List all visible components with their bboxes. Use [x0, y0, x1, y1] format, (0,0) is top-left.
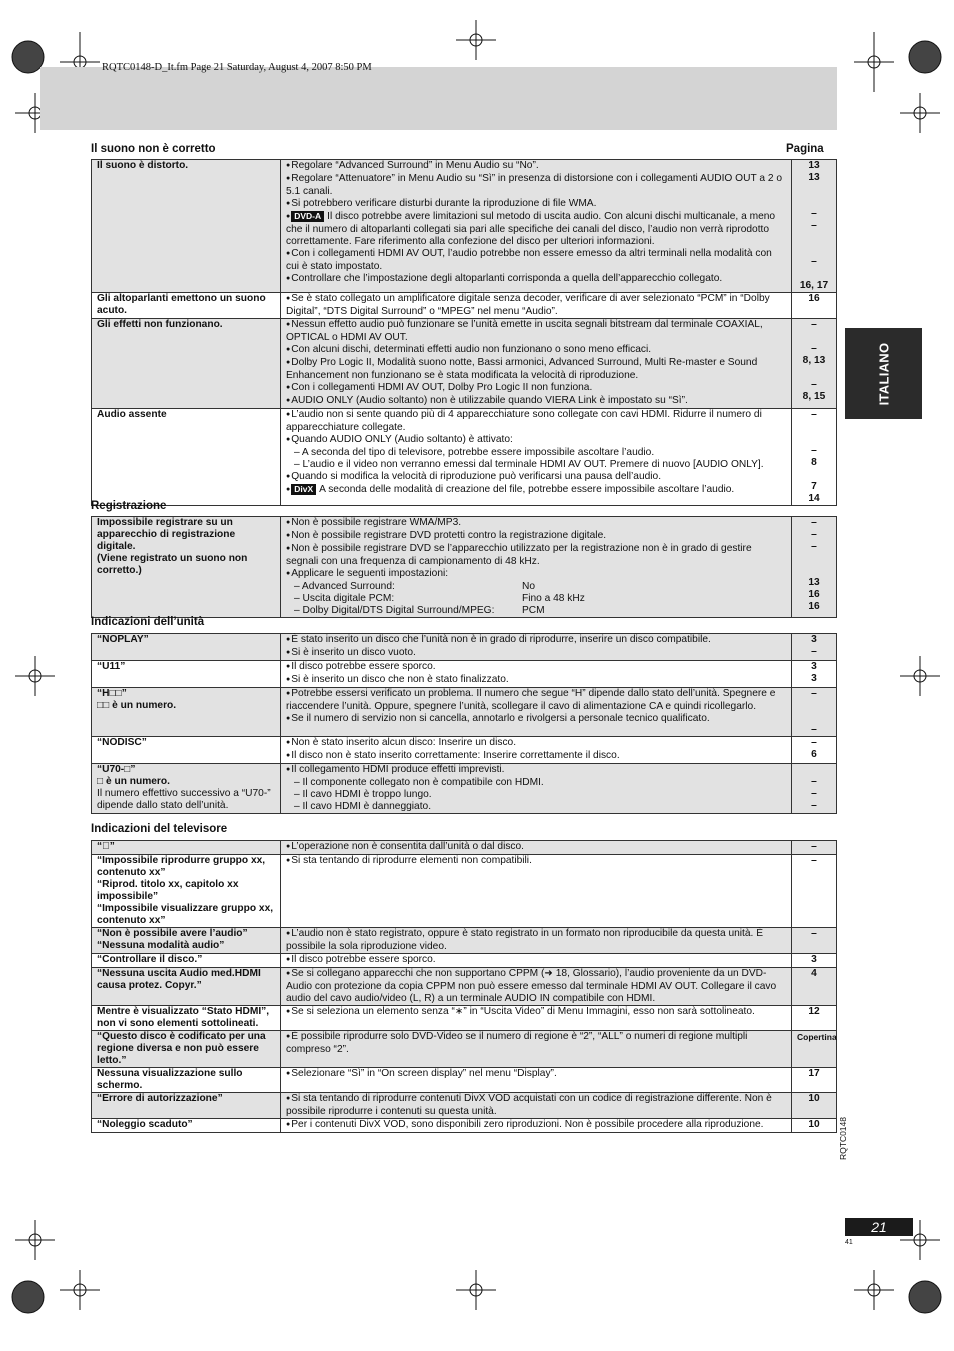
solution-bullet [286, 530, 786, 543]
problem-label [92, 1031, 281, 1068]
table-row [92, 1031, 837, 1068]
problem-label-line: “Nessuna modalità audio” [97, 940, 225, 951]
problem-label [92, 319, 281, 409]
solution-text-line: L’audio non si sente quando più di 4 apparecchiature sono collegate con cavi HDMI. Ridurre il numero di apparecchiature collegate. [286, 409, 762, 433]
page-reference [792, 737, 837, 764]
table-registrazione [91, 516, 837, 618]
disc-type-badge: DivX [291, 484, 316, 495]
page-ref-value: 16 [808, 601, 820, 612]
solution-bullet [286, 954, 786, 967]
page-reference [792, 1068, 837, 1093]
problem-label-line: Il suono è distorto. [97, 160, 189, 171]
page-ref-value: Copertina [797, 1032, 837, 1042]
solution-text-line: L’operazione non è consentita dall’unità o dal disco. [291, 841, 525, 852]
solution-bullet [286, 928, 786, 953]
problem-label-line: □ è un numero. [97, 776, 170, 787]
page-ref-value: – [811, 409, 817, 420]
solution-text [281, 841, 792, 855]
section-title-unita: Indicazioni dell’unità [91, 616, 205, 628]
page-ref-value: 13 [808, 172, 820, 183]
solution-text-line: Applicare le seguenti impostazioni: [291, 568, 449, 579]
problem-label-line: Nessuna visualizzazione sullo schermo. [97, 1068, 243, 1091]
solution-text [281, 160, 792, 293]
page-ref-value: – [811, 776, 817, 787]
table-row [92, 764, 837, 814]
table-televisore [91, 840, 837, 1133]
page-reference [792, 517, 837, 618]
header-band [40, 67, 837, 130]
solution-text [281, 737, 792, 764]
problem-label-line: “Controllare il disco.” [97, 954, 203, 965]
solution-subitem [286, 605, 786, 617]
solution-bullet [286, 855, 786, 868]
solution-bullet [286, 968, 786, 1005]
page-ref-value: 6 [811, 749, 817, 760]
solution-text-line: Con i collegamenti HDMI AV OUT, Dolby Pro Logic II non funziona. [291, 382, 593, 393]
problem-label [92, 764, 281, 814]
page-reference [792, 160, 837, 293]
solution-subitem [286, 459, 786, 471]
solution-text-line: Per i contenuti DivX VOD, sono disponibili zero riproduzioni. Non è possibile procedere alla riproduzione. [291, 1119, 764, 1130]
problem-label-line: “NODISC” [97, 737, 147, 748]
page-column-header: Pagina [786, 143, 824, 155]
problem-label [92, 293, 281, 319]
problem-label-line: “NOPLAY” [97, 634, 149, 645]
solution-bullet [286, 764, 786, 777]
solution-text-line: Se si collegano apparecchi che non supportano CPPM (➜ 18, Glossario), l’audio proveniente da un DVD-Audio con protezione da copia CPPM non può essere emesso dal terminale HDMI AV OUT. Collegare il cavo audio del cavo audio/video (L, R) a un terminale AUDIO IN compatibile con HDMI. [286, 968, 777, 1004]
page-ref-value [797, 367, 831, 379]
solution-text-line: – Uscita digitale PCM: [294, 593, 395, 604]
page-ref-value [797, 421, 831, 433]
page-ref-value: – [811, 529, 817, 540]
solution-text-line: Se è stato collegato un amplificatore digitale senza decoder, verificare di aver selezionato “PCM” in “Dolby Digital”, “DTS Digital Surround” o “MPEG” nel menu “Audio”. [286, 293, 770, 317]
solution-bullet [286, 1119, 786, 1132]
page-ref-value [797, 565, 831, 577]
solution-text-line: – Advanced Surround: [294, 581, 395, 592]
problem-label [92, 928, 281, 954]
page-ref-value: 17 [808, 1068, 820, 1079]
solution-bullet [286, 688, 786, 713]
solution-text [281, 1006, 792, 1031]
table-row [92, 841, 837, 855]
solution-bullet [286, 319, 786, 344]
problem-label-line: Mentre è visualizzato “Stato HDMI”, non vi sono elementi sottolineati. [97, 1006, 270, 1029]
solution-bullet [286, 1006, 786, 1019]
page-reference [792, 661, 837, 688]
problem-label [92, 517, 281, 618]
solution-bullet [286, 1031, 786, 1056]
page-ref-value [797, 712, 831, 724]
table-unita [91, 633, 837, 814]
page-ref-value: 7 [811, 481, 817, 492]
solution-text-line: – Il componente collegato non è compatibile con HDMI. [294, 777, 544, 788]
page-reference [792, 319, 837, 409]
solution-bullet [286, 248, 786, 273]
table-row [92, 634, 837, 661]
page-ref-value: – [811, 646, 817, 657]
solution-text-line: Non è possibile registrare DVD se l’apparecchio utilizzato per la registrazione non è in grado di gestire segnali con una frequenza di campionamento di 48 kHz. [286, 543, 752, 567]
page-ref-value: – [811, 541, 817, 552]
table-row [92, 160, 837, 293]
solution-text-line: Regolare “Attenuatore” in Menu Audio su “Sì” in presenza di distorsione con i collegamenti AUDIO OUT a 2 o 5.1 canali. [286, 173, 782, 197]
solution-text-line: Si sta tentando di riprodurre contenuti DivX VOD acquistati con un codice di registrazione differente. Non è possibile riprodurre i contenuti su questa unità. [286, 1093, 772, 1117]
problem-label [92, 855, 281, 928]
page-ref-value: – [811, 841, 817, 852]
table-row [92, 954, 837, 968]
solution-bullet [286, 647, 786, 660]
table-row [92, 928, 837, 954]
page-reference [792, 968, 837, 1006]
problem-label-line: “Impossibile visualizzare gruppo xx, contenuto xx” [97, 903, 274, 926]
solution-text-line: Regolare “Advanced Surround” in Menu Audio su “No”. [291, 160, 539, 171]
page-reference [792, 928, 837, 954]
solution-text-line: – Il cavo HDMI è danneggiato. [294, 801, 432, 812]
page-ref-value: 8 [811, 457, 817, 468]
problem-label [92, 737, 281, 764]
section-title-suono: Il suono non è corretto [91, 143, 216, 155]
problem-label [92, 954, 281, 968]
solution-text [281, 1068, 792, 1093]
solution-text [281, 409, 792, 506]
problem-label [92, 688, 281, 737]
solution-text-line: Si potrebbero verificare disturbi durante la riproduzione di file WMA. [291, 198, 597, 209]
solution-bullet [286, 357, 786, 382]
problem-label-line: Gli altoparlanti emettono un suono acuto. [97, 293, 266, 316]
solution-subitem [286, 801, 786, 813]
page-ref-value: – [811, 220, 817, 231]
solution-text [281, 1119, 792, 1133]
solution-text-line: Il disco potrebbe essere sporco. [291, 954, 436, 965]
solution-text [281, 319, 792, 409]
table-row [92, 737, 837, 764]
page-ref-value [797, 196, 831, 208]
solution-text-line: A seconda delle modalità di creazione del file, potrebbe essere impossibile ascoltare l’audio. [319, 484, 735, 495]
solution-bullet [286, 434, 786, 447]
solution-subitem [286, 593, 786, 605]
problem-label-line: “Non è possibile avere l’audio” [97, 928, 248, 939]
solution-text-line: È possibile riprodurre solo DVD-Video se il numero di regione è “2”, “ALL” o numeri di regione multipli compreso “2”. [286, 1031, 748, 1055]
problem-label-line: Gli effetti non funzionano. [97, 319, 223, 330]
problem-label [92, 160, 281, 293]
solution-text-line: Il collegamento HDMI produce effetti imprevisti. [291, 764, 505, 775]
solution-text-line: Il disco non è stato inserito correttamente: Inserire correttamente il disco. [291, 750, 620, 761]
problem-label-line: “U70-□” [97, 764, 136, 775]
page-reference [792, 688, 837, 737]
solution-bullet [286, 273, 786, 286]
solution-bullet [286, 160, 786, 173]
page-ref-value: 14 [808, 493, 820, 504]
solution-bullet [286, 674, 786, 687]
section-title-televisore: Indicazioni del televisore [91, 823, 228, 835]
solution-text-line: L’audio non è stato registrato, oppure è stato registrato in un formato non riproducibile da questa unità. È possibile la sola riproduzione video. [286, 928, 763, 952]
page-ref-value: 10 [808, 1119, 820, 1130]
problem-label-line: (Viene registrato un suono non corretto.) [97, 553, 248, 576]
page-ref-value: – [811, 855, 817, 866]
page-ref-value [797, 469, 831, 481]
solution-bullet [286, 198, 786, 211]
solution-text [281, 764, 792, 814]
page-ref-value [797, 700, 831, 712]
page-ref-value: – [811, 379, 817, 390]
page-ref-value: 4 [811, 968, 817, 979]
solution-text-line: Controllare che l’impostazione degli altoparlanti corrisponda a quella dell’apparecchio collegato. [291, 273, 723, 284]
solution-text-line: Dolby Pro Logic II, Modalità suono notte, Bassi armonici, Advanced Surround, Multi Re-master e Sound Enhancement non funzionano se è stata modificata la velocità di riproduzione. [286, 357, 758, 381]
solution-text-line: È stato inserito un disco che l’unità non è in grado di riprodurre, inserire un disco compatibile. [291, 634, 711, 645]
solution-bullet [286, 395, 786, 408]
table-row [92, 1119, 837, 1133]
solution-bullet [286, 750, 786, 763]
page-ref-value: 3 [811, 634, 817, 645]
solution-text-line: Quando si modifica la velocità di riproduzione può verificarsi una pausa dell’audio. [291, 471, 662, 482]
page-ref-value: 3 [811, 661, 817, 672]
problem-label [92, 409, 281, 506]
problem-label [92, 634, 281, 661]
problem-label-line: “U11” [97, 661, 126, 672]
page-ref-value: 13 [808, 577, 820, 588]
page-ref-value [797, 268, 831, 280]
table-row [92, 409, 837, 506]
setting-value: Fino a 48 kHz [522, 593, 585, 604]
problem-label-line: “Nessuna uscita Audio med.HDMI causa protez. Copyr.” [97, 968, 261, 991]
page-ref-value: – [811, 208, 817, 219]
problem-label [92, 1068, 281, 1093]
page-ref-value: – [811, 445, 817, 456]
solution-text [281, 517, 792, 618]
page-ref-value: 12 [808, 1006, 820, 1017]
page-ref-value: 13 [808, 160, 820, 171]
solution-bullet [286, 634, 786, 647]
solution-text [281, 968, 792, 1006]
solution-bullet [286, 713, 786, 726]
page-ref-value: – [811, 517, 817, 528]
solution-text-line: – L’audio e il video non verranno emessi dal terminale HDMI AV OUT. Premere di nuovo [AUDIO ONLY]. [294, 459, 764, 470]
solution-text-line: – A seconda del tipo di televisore, potrebbe essere impossibile ascoltare l’audio. [294, 447, 655, 458]
table-row [92, 855, 837, 928]
solution-text [281, 634, 792, 661]
document-code: RQTC0148 [838, 1117, 848, 1160]
page-ref-value [797, 764, 831, 776]
problem-label-line: “Questo disco è codificato per una regione diversa e non può essere letto.” [97, 1031, 266, 1066]
solution-text-line: Se il numero di servizio non si cancella, annotarlo e rivolgersi a personale tecnico qualificato. [291, 713, 710, 724]
page-ref-value: – [811, 800, 817, 811]
solution-text-line: Il disco potrebbe essere sporco. [291, 661, 436, 672]
solution-bullet [286, 211, 786, 248]
solution-subitem [286, 789, 786, 801]
problem-label-line: “H□□” [97, 688, 127, 699]
solution-text-line: Non è stato inserito alcun disco: Inserire un disco. [291, 737, 517, 748]
problem-label-line: Audio assente [97, 409, 167, 420]
page-reference [792, 1006, 837, 1031]
page-reference [792, 409, 837, 506]
problem-label [92, 841, 281, 855]
table-row [92, 1006, 837, 1031]
solution-text [281, 954, 792, 968]
solution-text-line: Con alcuni dischi, determinati effetti audio non funzionano o sono meno efficaci. [291, 344, 652, 355]
solution-text [281, 661, 792, 688]
page-ref-value: 3 [811, 954, 817, 965]
solution-text [281, 928, 792, 954]
solution-bullet [286, 517, 786, 530]
problem-label-line: Impossibile registrare su un apparecchio di registrazione digitale. [97, 517, 236, 552]
solution-bullet [286, 471, 786, 484]
table-row [92, 688, 837, 737]
solution-text-line: AUDIO ONLY (Audio soltanto) non è utilizzabile quando VIERA Link è impostato su “Sì”. [291, 395, 688, 406]
language-tab [845, 328, 922, 419]
page-reference [792, 1031, 837, 1068]
problem-label-line: “Noleggio scaduto” [97, 1119, 193, 1130]
solution-bullet [286, 841, 786, 854]
solution-text-line: – Dolby Digital/DTS Digital Surround/MPEG: [294, 605, 495, 616]
page-ref-value: 16 [808, 589, 820, 600]
solution-text [281, 855, 792, 928]
page-ref-value [797, 553, 831, 565]
problem-label-line: “Errore di autorizzazione” [97, 1093, 223, 1104]
page-ref-value [797, 184, 831, 196]
page-reference [792, 855, 837, 928]
solution-text [281, 688, 792, 737]
page-reference [792, 293, 837, 319]
solution-text-line: Potrebbe essersi verificato un problema. Il numero che segue “H” dipende dallo stato dell’unità. Spegnere e riaccendere l’unità. Oppure, spegnere l’unità, scollegare il cavo di alimentazione CA e quindi ricollegarlo. [286, 688, 776, 712]
table-row [92, 1093, 837, 1119]
page-ref-value: – [811, 788, 817, 799]
solution-bullet [286, 737, 786, 750]
solution-bullet [286, 568, 786, 581]
solution-text-line: Se si seleziona un elemento senza “∗” in “Uscita Video” di Menu Immagini, esso non sarà sottolineato. [291, 1006, 755, 1017]
solution-text [281, 293, 792, 319]
page-ref-value: 8, 13 [802, 355, 826, 366]
solution-subitem [286, 777, 786, 789]
page-ref-value: – [811, 737, 817, 748]
solution-text-line: Si è inserito un disco vuoto. [291, 647, 416, 658]
page-ref-value: – [811, 319, 817, 330]
table-row [92, 968, 837, 1006]
solution-bullet [286, 409, 786, 434]
solution-text-line: Si è inserito un disco che non è stato finalizzato. [291, 674, 509, 685]
problem-label [92, 1006, 281, 1031]
solution-bullet [286, 543, 786, 568]
table-row [92, 293, 837, 319]
solution-text-line: – Il cavo HDMI è troppo lungo. [294, 789, 432, 800]
problem-label-note: Il numero effettivo successivo a “U70-” dipende dallo stato dell’unità. [97, 788, 271, 811]
page-reference [792, 954, 837, 968]
page-ref-value: 16 [808, 293, 820, 304]
page-ref-value: – [811, 688, 817, 699]
page-reference [792, 841, 837, 855]
page-ref-value [797, 331, 831, 343]
language-tab-label: ITALIANO [876, 342, 891, 405]
problem-label-line: “Impossibile riprodurre gruppo xx, contenuto xx” [97, 855, 266, 878]
solution-bullet [286, 173, 786, 198]
solution-bullet [286, 1068, 786, 1081]
table-suono [91, 159, 837, 506]
solution-text [281, 1031, 792, 1068]
problem-label [92, 1093, 281, 1119]
table-row [92, 517, 837, 618]
solution-bullet [286, 484, 786, 497]
page-ref-value [797, 244, 831, 256]
sheet-number: 41 [845, 1239, 853, 1246]
page-reference [792, 1119, 837, 1133]
solution-bullet [286, 661, 786, 674]
problem-label-line: “Riprod. titolo xx, capitolo xx impossibile” [97, 879, 239, 902]
solution-bullet [286, 382, 786, 395]
solution-bullet [286, 1093, 786, 1118]
problem-label-line: □□ è un numero. [97, 700, 177, 711]
page-reference [792, 764, 837, 814]
problem-label [92, 661, 281, 688]
solution-text-line: Quando AUDIO ONLY (Audio soltanto) è attivato: [291, 434, 513, 445]
disc-type-badge: DVD-A [291, 211, 324, 222]
page-ref-value [797, 433, 831, 445]
solution-text-line: Con i collegamenti HDMI AV OUT, l’audio potrebbe non essere emesso da altri terminali nella modalità con cui è stato impostato. [286, 248, 772, 272]
page-ref-value: – [811, 724, 817, 735]
solution-bullet [286, 293, 786, 318]
page-reference [792, 634, 837, 661]
problem-label [92, 968, 281, 1006]
solution-text-line: Il disco potrebbe avere limitazioni sul metodo di uscita audio. Con alcuni dischi multicanale, a meno che il numero di altoparlanti collegati sia pari alle specifiche dei canali del disco, l’audio non verrà riprodotto correttamente. Fare riferimento alla confezione del disco per ulteriori informazioni. [286, 211, 776, 247]
setting-value: No [522, 581, 536, 592]
section-title-registrazione: Registrazione [91, 500, 167, 512]
page-number: 21 [845, 1218, 913, 1236]
solution-text-line: Non è possibile registrare DVD protetti contro la registrazione digitale. [291, 530, 607, 541]
solution-text-line: Si sta tentando di riprodurre elementi non compatibili. [291, 855, 532, 866]
setting-value: PCM [522, 605, 545, 616]
table-row [92, 319, 837, 409]
problem-label [92, 1119, 281, 1133]
solution-subitem [286, 581, 786, 593]
page-ref-value: 16, 17 [799, 280, 829, 291]
page-ref-value: 10 [808, 1093, 820, 1104]
page-ref-value: 8, 15 [802, 391, 826, 402]
page-ref-value: – [811, 256, 817, 267]
solution-text-line: Non è possibile registrare WMA/MP3. [291, 517, 462, 528]
page-reference [792, 1093, 837, 1119]
page-ref-value: – [811, 928, 817, 939]
solution-text-line: Selezionare “Sì” in “On screen display” nel menu “Display”. [291, 1068, 557, 1079]
page-ref-value: – [811, 343, 817, 354]
table-row [92, 661, 837, 688]
solution-text [281, 1093, 792, 1119]
page-ref-value [797, 232, 831, 244]
solution-text-line: Nessun effetto audio può funzionare se l’unità emette in uscita segnali bitstream dal terminale COAXIAL, OPTICAL o HDMI AV OUT. [286, 319, 763, 343]
solution-subitem [286, 447, 786, 459]
page-ref-value: 3 [811, 673, 817, 684]
file-info-line: RQTC0148-D_It.fm Page 21 Saturday, August 4, 2007 8:50 PM [102, 62, 372, 73]
problem-label-line: “⃠” [97, 841, 115, 852]
table-row [92, 1068, 837, 1093]
solution-bullet [286, 344, 786, 357]
